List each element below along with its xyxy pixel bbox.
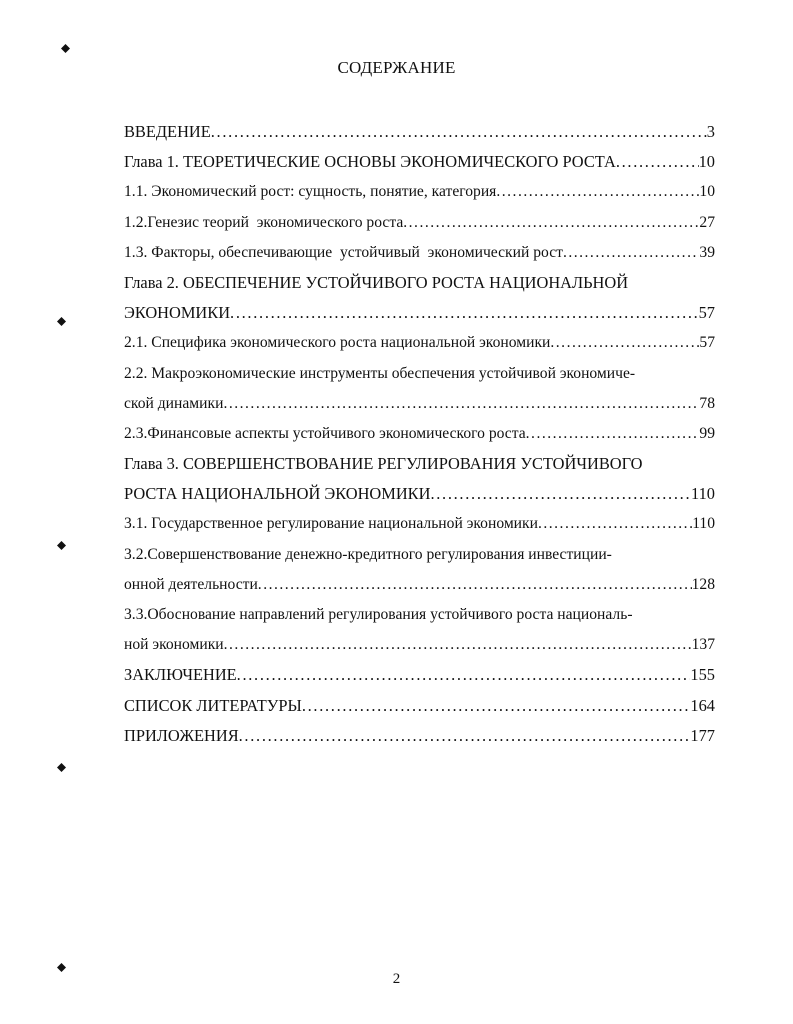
toc-entry-section-2-2[interactable]: [124, 359, 715, 389]
toc-entry-page: 10: [698, 152, 715, 172]
toc-entry-page: 99: [699, 424, 715, 442]
toc-entry-page: 10: [699, 183, 715, 201]
table-of-contents: [124, 117, 715, 751]
toc-entry-text: ЭКОНОМИКИ: [124, 303, 231, 323]
toc-leader-dots: [302, 691, 691, 721]
toc-entry-text: 1.2.Генезис теорий экономического роста: [124, 213, 404, 231]
toc-leader-dots: [230, 298, 699, 328]
toc-leader-dots: [430, 479, 691, 509]
toc-entry-page: 27: [699, 213, 715, 231]
toc-entry-section-1-3[interactable]: [124, 238, 715, 268]
toc-entry-chapter-2[interactable]: [124, 268, 715, 298]
toc-entry-text: 1.1. Экономический рост: сущность, понятие, категория: [124, 183, 497, 201]
toc-entry-text: СПИСОК ЛИТЕРАТУРЫ: [124, 695, 302, 715]
toc-entry-page: 39: [699, 243, 715, 261]
punch-hole-mark-icon: [57, 317, 66, 326]
toc-entry-text: 3.2.Совершенствование денежно-кредитного регулирования инвестиции-: [124, 545, 612, 563]
toc-entry-text: 3.3.Обоснование направлений регулирования устойчивого роста националь-: [124, 606, 633, 623]
toc-entry-page: 57: [699, 334, 715, 352]
toc-entry-page: 137: [691, 636, 715, 654]
toc-entry-text: 3.1. Государственное регулирование национальной экономики: [124, 515, 538, 533]
toc-entry-section-2-2-continued[interactable]: [124, 389, 715, 419]
toc-entry-page: 155: [690, 665, 715, 685]
toc-entry-section-3-2-continued[interactable]: [124, 570, 715, 600]
toc-entry-chapter-2-continued[interactable]: [124, 298, 715, 328]
toc-entry-section-1-1[interactable]: [124, 177, 715, 207]
punch-hole-mark-icon: [57, 763, 66, 772]
toc-entry-chapter-3-continued[interactable]: [124, 479, 715, 509]
page-title: СОДЕРЖАНИЕ: [337, 58, 456, 77]
toc-leader-dots: [526, 419, 700, 449]
toc-entry-text: 2.1. Специфика экономического роста национальной экономики: [124, 334, 551, 352]
page-number: 2: [392, 971, 401, 987]
toc-leader-dots: [258, 570, 692, 600]
toc-entry-text: 1.3. Факторы, обеспечивающие устойчивый экономический рост: [124, 243, 563, 261]
toc-entry-page: 177: [690, 725, 715, 745]
toc-entry-section-3-2[interactable]: [124, 540, 715, 570]
toc-entry-section-1-2[interactable]: [124, 208, 715, 238]
toc-entry-page: 164: [690, 695, 715, 715]
toc-entry-section-3-1[interactable]: [124, 509, 715, 539]
toc-entry-chapter-1[interactable]: [124, 147, 715, 177]
toc-entry-page: 110: [692, 515, 715, 533]
punch-hole-mark-icon: [57, 541, 66, 550]
toc-leader-dots: [239, 721, 691, 751]
toc-leader-dots: [223, 389, 699, 419]
toc-entry-text: ЗАКЛЮЧЕНИЕ: [124, 665, 237, 685]
toc-entry-text: ской динамики: [124, 394, 224, 412]
toc-entry-appendices[interactable]: [124, 721, 715, 751]
toc-entry-text: ВВЕДЕНИЕ: [124, 122, 211, 141]
toc-entry-text: Глава 3. СОВЕРШЕНСТВОВАНИЕ РЕГУЛИРОВАНИЯ УСТОЙЧИВОГО: [124, 454, 643, 474]
toc-entry-page: 78: [699, 394, 715, 412]
toc-entry-text: Глава 2. ОБЕСПЕЧЕНИЕ УСТОЙЧИВОГО РОСТА НАЦИОНАЛЬНОЙ: [124, 272, 629, 292]
toc-entry-page: 128: [691, 575, 715, 593]
toc-leader-dots: [563, 238, 699, 268]
toc-entry-section-3-3-continued[interactable]: [124, 630, 715, 660]
toc-leader-dots: [550, 328, 699, 358]
toc-entry-page: 110: [691, 484, 715, 504]
toc-entry-references[interactable]: [124, 691, 715, 721]
punch-hole-mark-icon: [61, 44, 70, 53]
toc-leader-dots: [616, 147, 699, 177]
toc-entry-page: 57: [698, 303, 715, 323]
toc-leader-dots: [496, 177, 699, 207]
toc-entry-chapter-3[interactable]: [124, 449, 715, 479]
toc-entry-text: ПРИЛОЖЕНИЯ: [124, 725, 239, 745]
toc-entry-text: Глава 1. ТЕОРЕТИЧЕСКИЕ ОСНОВЫ ЭКОНОМИЧЕСКОГО РОСТА: [124, 152, 616, 172]
toc-entry-text: ной экономики: [124, 636, 224, 654]
toc-entry-section-2-1[interactable]: [124, 328, 715, 358]
toc-leader-dots: [237, 660, 691, 690]
toc-entry-introduction[interactable]: [124, 117, 715, 147]
toc-entry-text: онной деятельности: [124, 575, 258, 593]
toc-leader-dots: [224, 630, 692, 660]
toc-entry-conclusion[interactable]: [124, 660, 715, 690]
toc-entry-page: 3: [706, 122, 715, 141]
toc-leader-dots: [403, 208, 699, 238]
toc-entry-section-3-3[interactable]: [124, 600, 715, 630]
toc-entry-section-2-3[interactable]: [124, 419, 715, 449]
toc-leader-dots: [211, 117, 707, 147]
toc-entry-text: РОСТА НАЦИОНАЛЬНОЙ ЭКОНОМИКИ: [124, 484, 431, 504]
toc-leader-dots: [538, 509, 692, 539]
toc-entry-text: 2.2. Макроэкономические инструменты обеспечения устойчивой экономиче-: [124, 364, 636, 382]
toc-entry-text: 2.3.Финансовые аспекты устойчивого экономического роста: [124, 424, 526, 442]
